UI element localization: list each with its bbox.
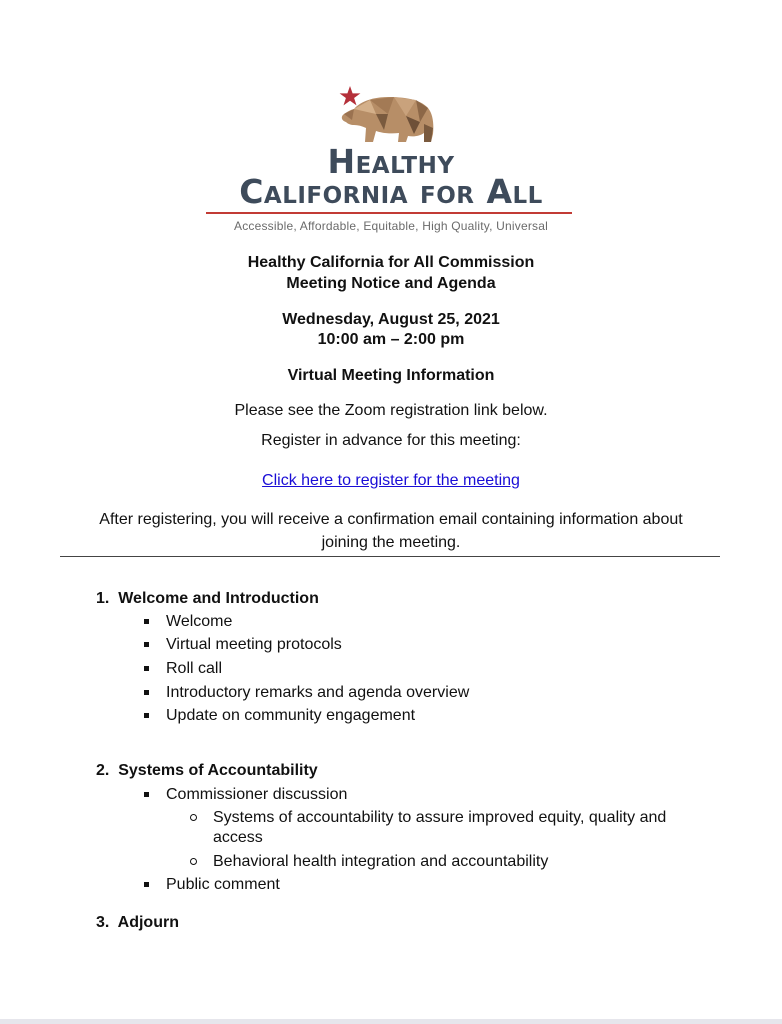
bullet-text: Commissioner discussion (166, 786, 348, 803)
agenda-item-1 (96, 589, 319, 609)
bullet-icon (144, 690, 149, 695)
section-divider (60, 556, 720, 557)
sub-bullet-text: Behavioral health integration and accountability (213, 853, 549, 870)
bullet-text: Roll call (166, 660, 223, 677)
bullet-icon (144, 882, 149, 887)
confirmation-line1: After registering, you will receive a confirmation email containing information about (99, 511, 683, 528)
register-link-row (0, 470, 782, 492)
commission-title: Healthy California for All Commission (247, 254, 535, 271)
virtual-heading: Virtual Meeting Information (287, 367, 495, 384)
register-link[interactable]: Click here to register for the meeting (262, 472, 520, 489)
agenda-item-3-title: Adjourn (117, 914, 179, 931)
meeting-date: Wednesday, August 25, 2021 (282, 311, 500, 328)
bottom-edge (0, 1019, 782, 1024)
agenda-item-2-number: 2. (96, 762, 110, 779)
bullet-text: Introductory remarks and agenda overview (166, 684, 470, 701)
bullet-text: Update on community engagement (166, 707, 416, 724)
circle-bullet-icon (190, 858, 197, 865)
circle-bullet-icon (190, 814, 197, 821)
bullet-icon (144, 792, 149, 797)
bullet-icon (144, 713, 149, 718)
logo-title-line2: California for All (239, 172, 543, 211)
notice-title: Meeting Notice and Agenda (286, 275, 496, 292)
logo (0, 84, 782, 240)
bullet-text: Public comment (166, 876, 280, 893)
agenda-item-1-number: 1. (96, 590, 110, 607)
confirmation-line2: joining the meeting. (321, 534, 461, 551)
agenda-item-3 (96, 913, 179, 933)
logo-divider (206, 212, 572, 214)
meeting-time: 10:00 am – 2:00 pm (317, 331, 465, 348)
agenda-item-2 (96, 761, 318, 781)
zoom-note: Please see the Zoom registration link below. (234, 402, 548, 419)
logo-title-line1: Healthy (327, 142, 455, 181)
bullet-icon (144, 642, 149, 647)
logo-art (336, 84, 440, 146)
sub-bullet-text: Systems of accountability to assure improved equity, quality and access (213, 809, 667, 846)
bullet-text: Welcome (166, 613, 233, 630)
star-icon (340, 86, 361, 105)
logo-tagline: Accessible, Affordable, Equitable, High Quality, Universal (234, 219, 548, 233)
agenda-item-1-title: Welcome and Introduction (118, 590, 319, 607)
bullet-text: Virtual meeting protocols (166, 636, 342, 653)
agenda-item-2-title: Systems of Accountability (118, 762, 318, 779)
bullet-icon (144, 666, 149, 671)
bullet-icon (144, 619, 149, 624)
agenda-item-3-number: 3. (96, 914, 110, 931)
register-prompt: Register in advance for this meeting: (261, 432, 521, 449)
